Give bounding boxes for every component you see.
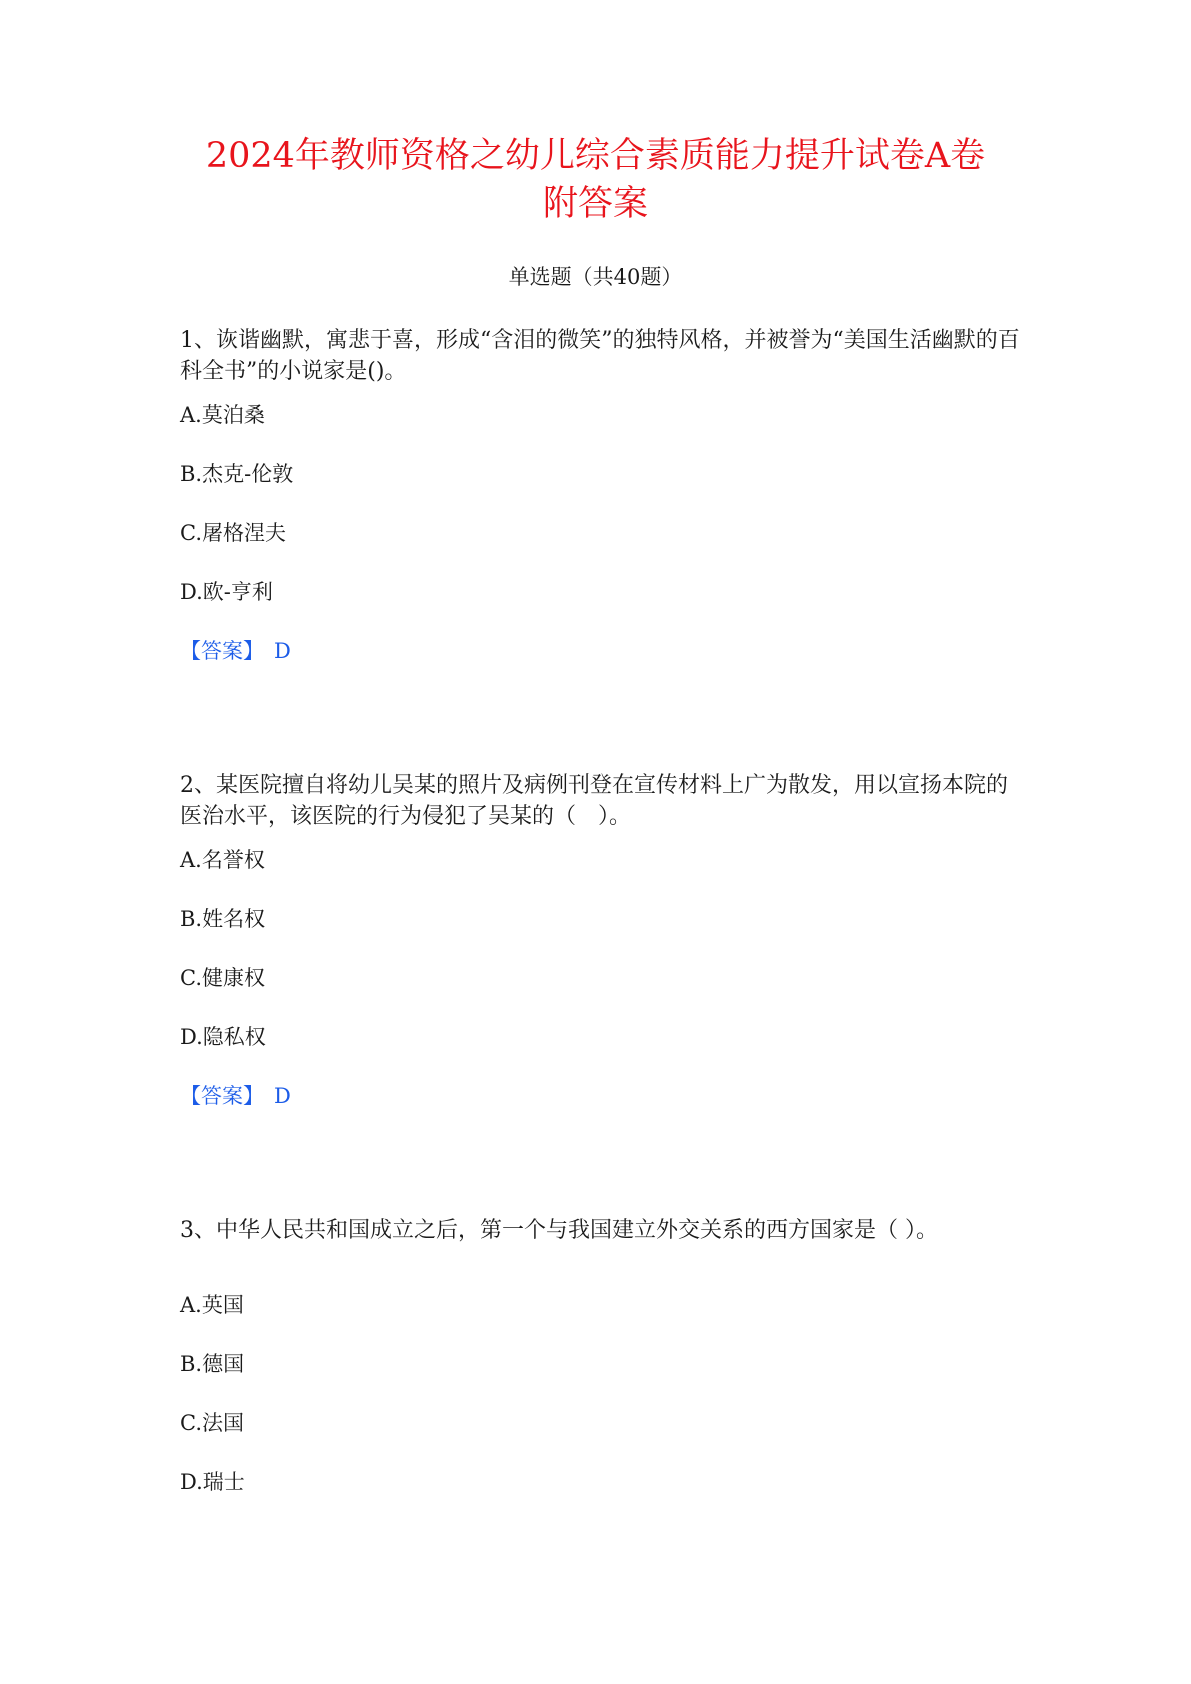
question-2 [180,770,1020,1108]
option-d: D.欧-亨利 [180,580,273,604]
option-c: C.健康权 [180,966,265,990]
question-stem: 3、中华人民共和国成立之后，第一个与我国建立外交关系的西方国家是（ ）。 [180,1218,938,1243]
answer-line [180,637,291,665]
option-c: C.法国 [180,1411,244,1435]
option-b: B.姓名权 [180,907,266,931]
answer-label: 【答案】 [180,1084,264,1108]
answer-label: 【答案】 [180,639,264,663]
document-title [150,132,1041,228]
option-d: D.瑞士 [180,1470,245,1494]
option-c: C.屠格涅夫 [180,521,286,545]
section-heading: 单选题（共40题） [508,265,683,289]
option-a: A.英国 [180,1293,244,1317]
option-a: A.莫泊桑 [180,403,265,427]
title-line-1: 2024年教师资格之幼儿综合素质能力提升试卷A卷 [205,136,986,176]
answer-line [180,1082,291,1110]
question-stem: 2、某医院擅自将幼儿吴某的照片及病例刊登在宣传材料上广为散发，用以宣扬本院的医治水平，该医院的行为侵犯了吴某的（ ）。 [180,773,1008,829]
answer-value: D [274,1084,291,1108]
option-d: D.隐私权 [180,1025,266,1049]
option-a: A.名誉权 [180,848,265,872]
question-1 [180,325,1020,663]
option-b: B.德国 [180,1352,245,1376]
question-stem: 1、诙谐幽默，寓悲于喜，形成“含泪的微笑”的独特风格，并被誉为“美国生活幽默的百科全书”的小说家是()。 [180,328,1020,384]
answer-value: D [274,639,291,663]
title-line-2: 附答案 [542,184,648,224]
option-b: B.杰克-伦敦 [180,462,294,486]
question-3 [180,1215,1020,1494]
